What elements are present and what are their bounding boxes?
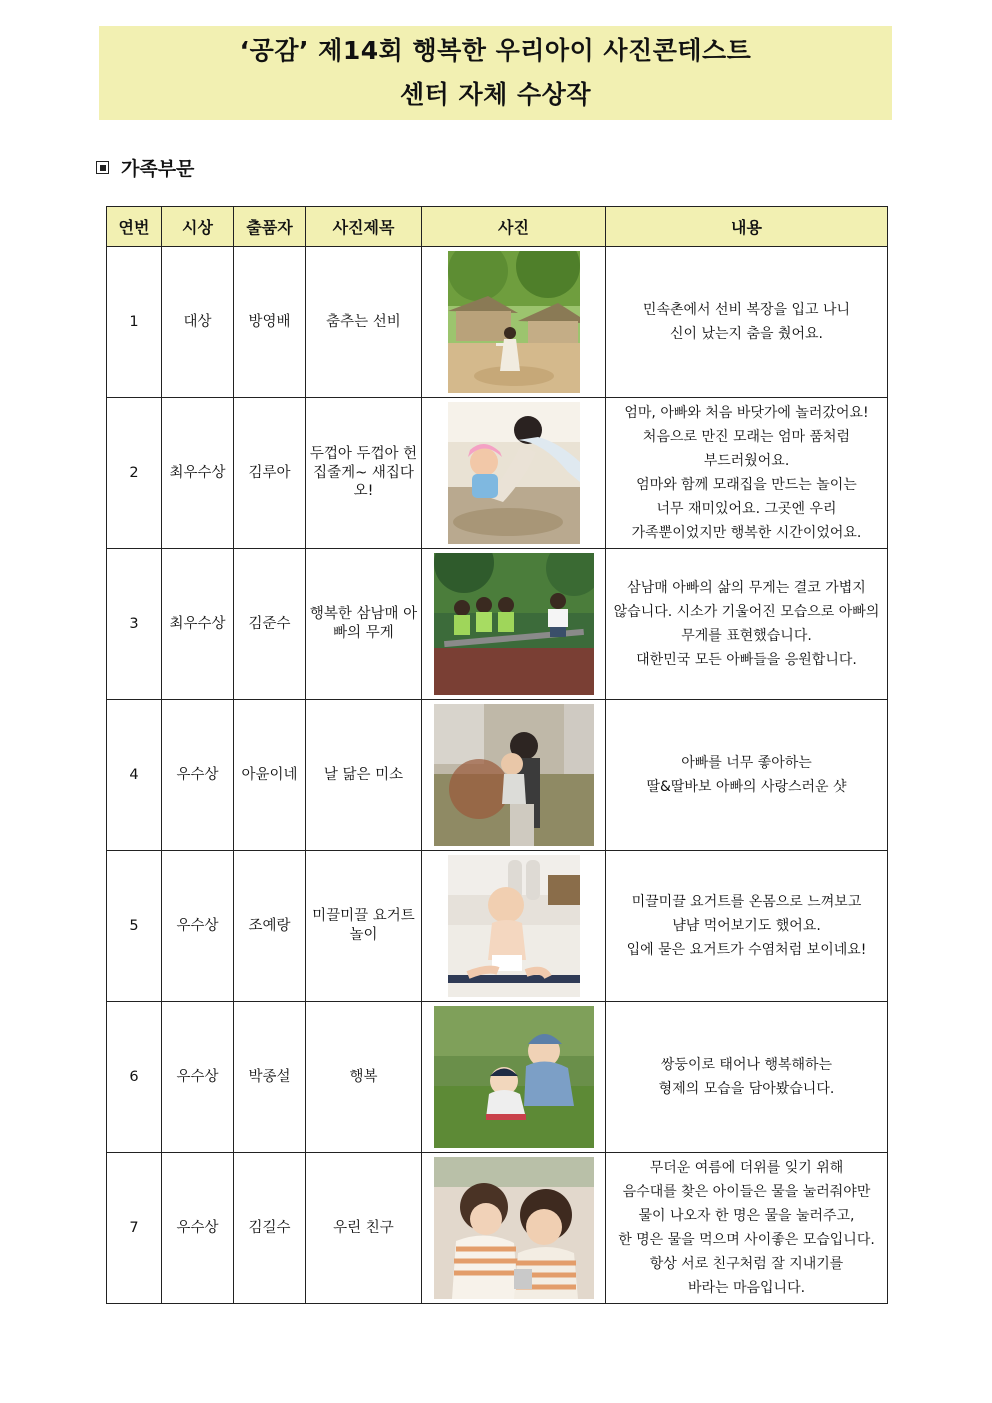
award-cell: 우수상	[162, 1002, 234, 1153]
row-number: 6	[107, 1002, 162, 1153]
square-bullet-icon	[96, 161, 109, 174]
row-number: 3	[107, 549, 162, 700]
description-cell	[606, 700, 888, 851]
column-header-title: 사진제목	[306, 207, 422, 247]
description-line: 가족뿐이었지만 행복한 시간이었어요.	[631, 525, 862, 541]
column-header-no: 연번	[107, 207, 162, 247]
photo-title-cell: 행복한 삼남매 아빠의 무게	[306, 549, 422, 700]
description-line: 형제의 모습을 담아봤습니다.	[658, 1081, 835, 1097]
description-line: 무더운 여름에 더위를 잊기 위해	[649, 1160, 844, 1176]
award-cell: 최우수상	[162, 398, 234, 549]
table-row	[107, 398, 888, 549]
photo-cell	[422, 1153, 606, 1304]
description-line: 입에 묻은 요거트가 수염처럼 보이네요!	[626, 942, 867, 958]
section-label: 가족부문	[121, 158, 195, 180]
entrant-cell: 김길수	[234, 1153, 306, 1304]
description-line: 물이 나오자 한 명은 물을 눌러주고,	[638, 1208, 855, 1224]
column-header-award: 시상	[162, 207, 234, 247]
photo-seesaw-family	[434, 553, 594, 695]
photo-twins-grass	[434, 1006, 594, 1148]
description-line: 쌍둥이로 태어나 행복해하는	[660, 1057, 833, 1073]
award-cell: 최우수상	[162, 549, 234, 700]
page-title-banner	[99, 26, 892, 120]
description-line: 바라는 마음입니다.	[687, 1280, 806, 1296]
entrant-cell: 아윤이네	[234, 700, 306, 851]
award-cell: 대상	[162, 247, 234, 398]
description-cell	[606, 851, 888, 1002]
description-line: 삼남매 아빠의 삶의 무게는 결코 가볍지	[627, 580, 866, 596]
table-row	[107, 1002, 888, 1153]
photo-cell	[422, 851, 606, 1002]
description-line: 항상 서로 친구처럼 잘 지내기를	[649, 1256, 844, 1272]
photo-cell	[422, 247, 606, 398]
description-line: 대한민국 모든 아빠들을 응원합니다.	[636, 652, 857, 668]
description-line: 엄마, 아빠와 처음 바닷가에 놀러갔어요!	[624, 405, 869, 421]
description-line: 신이 났는지 춤을 췄어요.	[669, 326, 824, 342]
award-cell: 우수상	[162, 1153, 234, 1304]
description-line: 딸&딸바보 아빠의 사랑스러운 샷	[646, 779, 847, 795]
photo-cell	[422, 700, 606, 851]
award-cell: 우수상	[162, 700, 234, 851]
row-number: 4	[107, 700, 162, 851]
description-line: 부드러웠어요.	[703, 453, 790, 469]
column-header-photo: 사진	[422, 207, 606, 247]
table-row	[107, 247, 888, 398]
photo-mother-child-sand	[448, 402, 580, 544]
table-row	[107, 549, 888, 700]
page-title: ‘공감’ 제14회 행복한 우리아이 사진콘테스트	[239, 36, 752, 65]
description-line: 냠냠 먹어보기도 했어요.	[672, 918, 821, 934]
description-cell	[606, 1153, 888, 1304]
entrant-cell: 김준수	[234, 549, 306, 700]
description-line: 미끌미끌 요거트를 온몸으로 느껴보고	[631, 894, 862, 910]
awards-table	[106, 206, 888, 1304]
description-line: 한 명은 물을 먹으며 사이좋은 모습입니다.	[618, 1232, 875, 1248]
description-line: 음수대를 찾은 아이들은 물을 눌러줘야만	[622, 1184, 871, 1200]
photo-title-cell: 미끌미끌 요거트 놀이	[306, 851, 422, 1002]
photo-title-cell: 춤추는 선비	[306, 247, 422, 398]
row-number: 7	[107, 1153, 162, 1304]
entrant-cell: 박종설	[234, 1002, 306, 1153]
description-cell	[606, 247, 888, 398]
row-number: 1	[107, 247, 162, 398]
photo-traditional-village-dancer	[448, 251, 580, 393]
description-line: 너무 재미있어요. 그곳엔 우리	[656, 501, 837, 517]
entrant-cell: 조예랑	[234, 851, 306, 1002]
row-number: 2	[107, 398, 162, 549]
table-row	[107, 851, 888, 1002]
column-header-entrant: 출품자	[234, 207, 306, 247]
column-header-description: 내용	[606, 207, 888, 247]
photo-cell	[422, 1002, 606, 1153]
award-cell: 우수상	[162, 851, 234, 1002]
photo-cell	[422, 398, 606, 549]
section-heading	[96, 154, 194, 181]
description-cell	[606, 1002, 888, 1153]
photo-children-water-fountain	[434, 1157, 594, 1299]
entrant-cell: 방영배	[234, 247, 306, 398]
description-line: 처음으로 만진 모래는 엄마 품처럼	[642, 429, 851, 445]
photo-title-cell: 행복	[306, 1002, 422, 1153]
description-line: 엄마와 함께 모래집을 만드는 놀이는	[636, 477, 857, 493]
photo-baby-yogurt	[448, 855, 580, 997]
photo-title-cell: 두껍아 두껍아 헌집줄게~ 새집다오!	[306, 398, 422, 549]
entrant-cell: 김루아	[234, 398, 306, 549]
description-line: 아빠를 너무 좋아하는	[681, 755, 812, 771]
photo-father-daughter-hug	[434, 704, 594, 846]
row-number: 5	[107, 851, 162, 1002]
description-cell	[606, 398, 888, 549]
description-line: 민속촌에서 선비 복장을 입고 나니	[642, 302, 851, 318]
photo-cell	[422, 549, 606, 700]
photo-title-cell: 날 닮은 미소	[306, 700, 422, 851]
description-line: 않습니다. 시소가 기울어진 모습으로 아빠의	[613, 604, 880, 620]
description-cell	[606, 549, 888, 700]
table-header-row	[107, 207, 888, 247]
table-row	[107, 700, 888, 851]
table-row	[107, 1153, 888, 1304]
page-subtitle: 센터 자체 수상작	[400, 80, 591, 109]
photo-title-cell: 우린 친구	[306, 1153, 422, 1304]
description-line: 무게를 표현했습니다.	[681, 628, 812, 644]
